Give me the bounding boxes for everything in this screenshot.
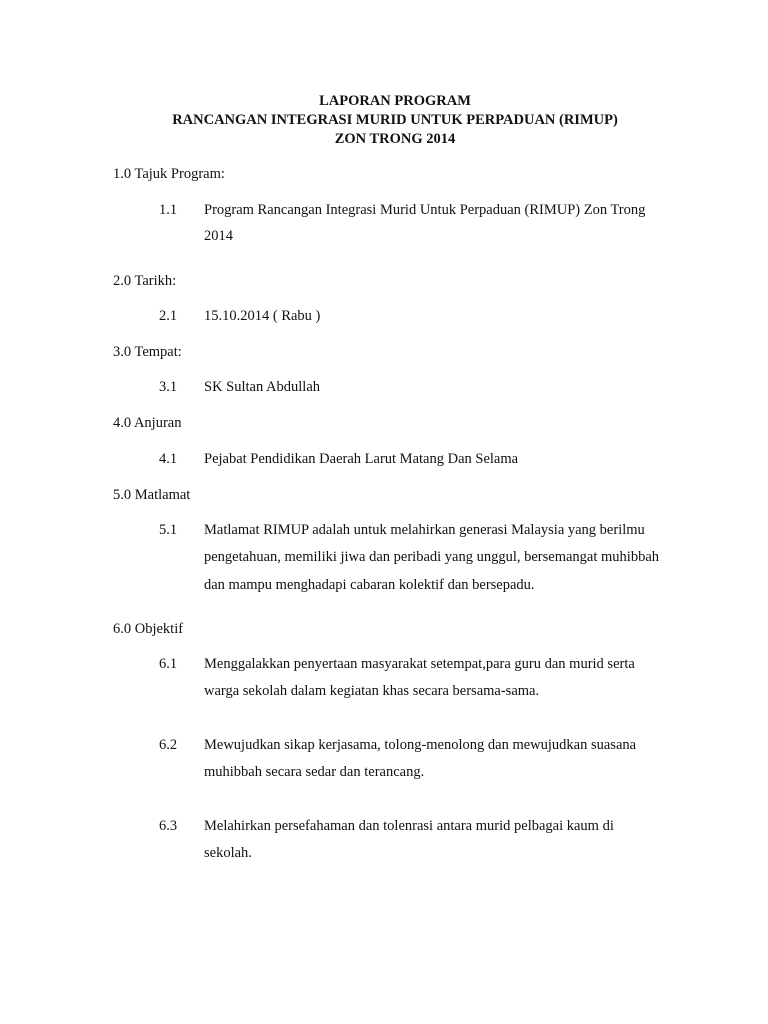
item-number-5-1: 5.1: [159, 522, 178, 538]
item-number-2-1: 2.1: [159, 308, 178, 324]
item-text-6-3-line-2: sekolah.: [204, 845, 252, 861]
item-number-3-1: 3.1: [159, 379, 178, 395]
section-heading-anjuran: 4.0 Anjuran: [113, 415, 182, 431]
item-text-6-2-line-2: muhibbah secara sedar dan terancang.: [204, 764, 425, 780]
item-text-5-1-line-2: pengetahuan, memiliki jiwa dan peribadi yang unggul, bersemangat muhibbah: [204, 549, 660, 565]
title-line-3: ZON TRONG 2014: [334, 131, 456, 147]
item-number-6-3: 6.3: [159, 818, 178, 834]
section-heading-tajuk-program: 1.0 Tajuk Program:: [113, 166, 225, 182]
item-text-6-1-line-1: Menggalakkan penyertaan masyarakat setempat,para guru dan murid serta: [204, 656, 635, 672]
item-number-6-2: 6.2: [159, 737, 178, 753]
document-title: [0, 92, 768, 149]
section-heading-tarikh: 2.0 Tarikh:: [113, 273, 177, 289]
section-heading-matlamat: 5.0 Matlamat: [113, 487, 191, 503]
item-number-6-1: 6.1: [159, 656, 178, 672]
item-text-5-1-line-3: dan mampu menghadapi cabaran kolektif dan bersepadu.: [204, 577, 535, 593]
item-number-4-1: 4.1: [159, 451, 178, 467]
item-text-5-1-line-1: Matlamat RIMUP adalah untuk melahirkan generasi Malaysia yang berilmu: [204, 522, 645, 538]
section-heading-objektif: 6.0 Objektif: [113, 621, 184, 637]
item-text-1-1-line-1: Program Rancangan Integrasi Murid Untuk Perpaduan (RIMUP) Zon Trong: [204, 202, 646, 218]
item-text-6-2-line-1: Mewujudkan sikap kerjasama, tolong-menolong dan mewujudkan suasana: [204, 737, 637, 753]
item-text-6-1-line-2: warga sekolah dalam kegiatan khas secara bersama-sama.: [204, 683, 540, 699]
section-heading-tempat: 3.0 Tempat:: [113, 344, 182, 360]
item-text-6-3-line-1: Melahirkan persefahaman dan tolenrasi antara murid pelbagai kaum di: [204, 818, 614, 834]
item-text-3-1: SK Sultan Abdullah: [204, 379, 321, 395]
item-text-1-1-line-2: 2014: [204, 228, 233, 244]
title-line-2: RANCANGAN INTEGRASI MURID UNTUK PERPADUAN (RIMUP): [172, 112, 618, 128]
item-number-1-1: 1.1: [159, 202, 178, 218]
item-text-4-1: Pejabat Pendidikan Daerah Larut Matang Dan Selama: [204, 451, 519, 467]
item-text-2-1: 15.10.2014 ( Rabu ): [204, 308, 321, 324]
title-line-1: LAPORAN PROGRAM: [319, 93, 471, 109]
